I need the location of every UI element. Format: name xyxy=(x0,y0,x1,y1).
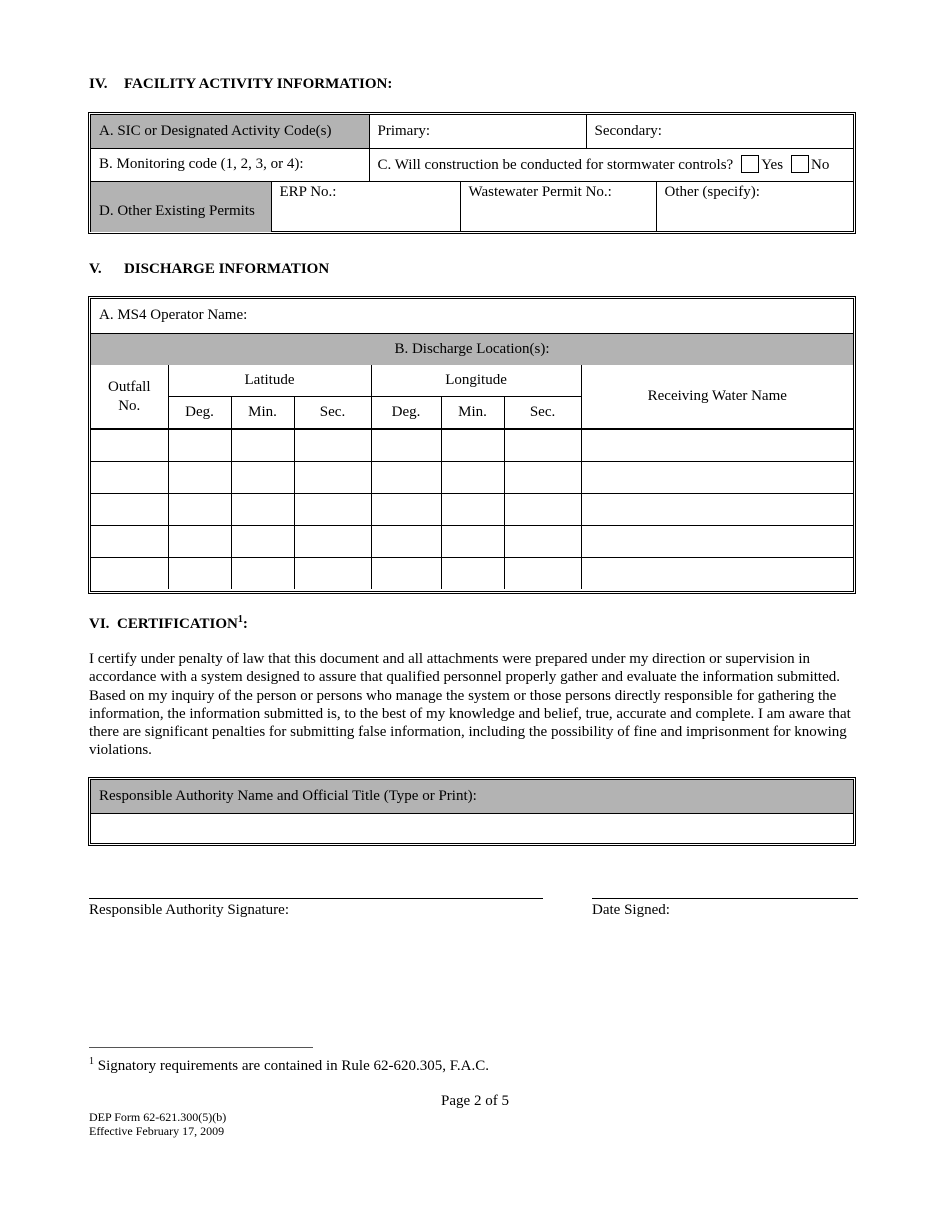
footnote-ref: 1 xyxy=(237,614,243,625)
lat-deg-cell[interactable] xyxy=(168,461,231,493)
other-permit-field[interactable]: Other (specify): xyxy=(656,181,853,232)
lat-sec-header: Sec. xyxy=(294,396,371,429)
table-row xyxy=(91,461,853,493)
table-row xyxy=(91,429,853,461)
yes-label: Yes xyxy=(761,157,784,174)
lat-sec-cell[interactable] xyxy=(294,461,371,493)
lon-deg-cell[interactable] xyxy=(371,429,441,461)
lon-deg-header: Deg. xyxy=(371,396,441,429)
monitoring-code-field[interactable]: B. Monitoring code (1, 2, 3, or 4): xyxy=(91,149,369,181)
section-v-number: V. xyxy=(89,261,102,277)
lon-min-header: Min. xyxy=(441,396,504,429)
receiving-water-cell[interactable] xyxy=(581,557,853,589)
outfall-header-line2: No. xyxy=(118,397,141,414)
lon-sec-cell[interactable] xyxy=(504,493,581,525)
outfall-cell[interactable] xyxy=(91,461,168,493)
table-row xyxy=(91,493,853,525)
section-vi-number: VI. xyxy=(89,616,110,632)
lon-deg-cell[interactable] xyxy=(371,557,441,589)
lat-min-cell[interactable] xyxy=(231,461,294,493)
longitude-header: Longitude xyxy=(371,365,581,396)
date-line[interactable] xyxy=(592,898,858,899)
facility-activity-table xyxy=(88,112,856,234)
lon-min-cell[interactable] xyxy=(441,461,504,493)
lat-min-cell[interactable] xyxy=(231,525,294,557)
signature-label: Responsible Authority Signature: xyxy=(89,902,289,918)
lat-deg-cell[interactable] xyxy=(168,493,231,525)
section-vi-heading xyxy=(89,614,248,633)
lat-min-cell[interactable] xyxy=(231,493,294,525)
receiving-water-header: Receiving Water Name xyxy=(581,365,853,429)
receiving-water-cell[interactable] xyxy=(581,461,853,493)
section-iv-number: IV. xyxy=(89,76,108,92)
lon-min-cell[interactable] xyxy=(441,557,504,589)
receiving-water-cell[interactable] xyxy=(581,429,853,461)
section-iv-title: FACILITY ACTIVITY INFORMATION: xyxy=(124,76,393,92)
authority-name-input[interactable] xyxy=(91,813,853,843)
discharge-location-label: B. Discharge Location(s): xyxy=(91,333,853,365)
lat-min-header: Min. xyxy=(231,396,294,429)
authority-name-label: Responsible Authority Name and Official Title (Type or Print): xyxy=(91,780,853,813)
lon-min-cell[interactable] xyxy=(441,525,504,557)
lat-deg-header: Deg. xyxy=(168,396,231,429)
table-row xyxy=(91,525,853,557)
lon-sec-cell[interactable] xyxy=(504,429,581,461)
lat-sec-cell[interactable] xyxy=(294,429,371,461)
secondary-field[interactable]: Secondary: xyxy=(586,115,853,148)
date-label: Date Signed: xyxy=(592,902,670,918)
yes-checkbox[interactable] xyxy=(741,155,759,173)
ms4-operator-field[interactable]: A. MS4 Operator Name: xyxy=(91,299,853,333)
erp-field[interactable]: ERP No.: xyxy=(271,181,460,232)
no-label: No xyxy=(811,157,830,174)
receiving-water-cell[interactable] xyxy=(581,493,853,525)
section-v-heading xyxy=(89,261,329,278)
footnote-divider xyxy=(89,1047,313,1048)
wastewater-permit-field[interactable]: Wastewater Permit No.: xyxy=(460,181,656,232)
outfall-cell[interactable] xyxy=(91,493,168,525)
section-iv-heading xyxy=(89,76,392,93)
lat-min-cell[interactable] xyxy=(231,557,294,589)
section-vi-title: CERTIFICATION xyxy=(117,616,238,632)
lon-sec-cell[interactable] xyxy=(504,557,581,589)
outfall-cell[interactable] xyxy=(91,557,168,589)
footnote-marker: 1 xyxy=(89,1056,94,1067)
other-permits-label: D. Other Existing Permits xyxy=(91,181,271,232)
lon-deg-cell[interactable] xyxy=(371,461,441,493)
lon-sec-cell[interactable] xyxy=(504,461,581,493)
lat-deg-cell[interactable] xyxy=(168,557,231,589)
no-checkbox[interactable] xyxy=(791,155,809,173)
lon-deg-cell[interactable] xyxy=(371,525,441,557)
lat-deg-cell[interactable] xyxy=(168,525,231,557)
section-vi-colon: : xyxy=(242,616,248,632)
outfall-cell[interactable] xyxy=(91,525,168,557)
footnote-text: Signatory requirements are contained in Rule 62-620.305, F.A.C. xyxy=(94,1058,489,1074)
footnote xyxy=(89,1056,489,1075)
lat-sec-cell[interactable] xyxy=(294,493,371,525)
outfall-header xyxy=(91,365,168,429)
effective-date: Effective February 17, 2009 xyxy=(89,1124,225,1138)
lat-sec-cell[interactable] xyxy=(294,557,371,589)
section-v-title: DISCHARGE INFORMATION xyxy=(124,261,330,277)
lon-sec-cell[interactable] xyxy=(504,525,581,557)
latitude-header: Latitude xyxy=(168,365,371,396)
outfall-cell[interactable] xyxy=(91,429,168,461)
discharge-info-table xyxy=(88,296,856,594)
outfall-header-line1: Outfall xyxy=(108,378,151,395)
lon-sec-header: Sec. xyxy=(504,396,581,429)
signature-line[interactable] xyxy=(89,898,543,899)
certification-text: I certify under penalty of law that this document and all attachments were prepared under my direction or supervision in accordance with a system designed to assure that qualified personnel properly gather and evaluate the information submitted. Based on my inquiry of the person or persons who manage the system or those persons directly responsible for gathering the information, the information submitted is, to the best of my knowledge and belief, true, accurate and complete. I am aware that there are significant penalties for submitting false information, including the possibility of fine and imprisonment for knowing violations. xyxy=(89,651,851,759)
authority-name-box xyxy=(88,777,856,846)
sic-code-label: A. SIC or Designated Activity Code(s) xyxy=(91,115,369,148)
table-row xyxy=(91,557,853,589)
lon-min-cell[interactable] xyxy=(441,493,504,525)
receiving-water-cell[interactable] xyxy=(581,525,853,557)
construction-label: C. Will construction be conducted for stormwater controls? xyxy=(377,157,734,174)
construction-question xyxy=(369,149,853,181)
lon-min-cell[interactable] xyxy=(441,429,504,461)
lat-min-cell[interactable] xyxy=(231,429,294,461)
primary-field[interactable]: Primary: xyxy=(369,115,586,148)
lon-deg-cell[interactable] xyxy=(371,493,441,525)
page-number: Page 2 of 5 xyxy=(441,1093,509,1109)
lat-sec-cell[interactable] xyxy=(294,525,371,557)
lat-deg-cell[interactable] xyxy=(168,429,231,461)
form-id: DEP Form 62-621.300(5)(b) xyxy=(89,1110,227,1124)
